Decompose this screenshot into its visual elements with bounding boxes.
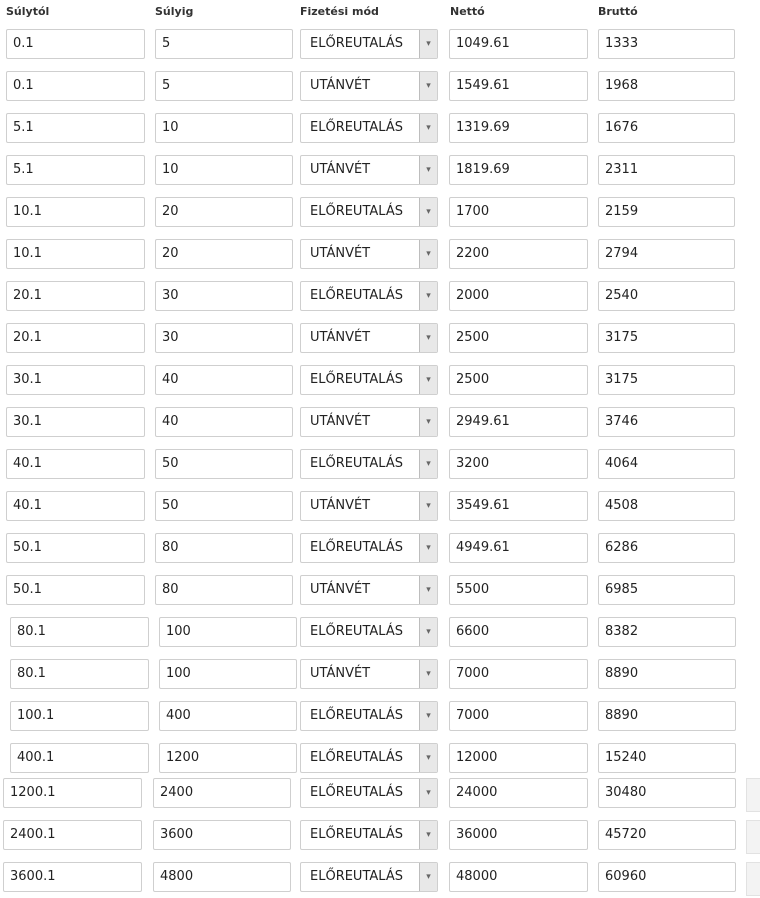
chevron-down-icon[interactable]: ▾ (419, 702, 437, 730)
table-row (0, 743, 760, 779)
weight-from-input[interactable] (6, 323, 145, 353)
weight-to-input-value: 1200 (166, 750, 200, 765)
weight-to-input-value: 5 (162, 78, 171, 93)
weight-from-input-value: 5.1 (13, 120, 34, 135)
payment-method-select[interactable] (300, 491, 438, 521)
weight-from-input-value: 80.1 (17, 624, 46, 639)
weight-from-input[interactable] (6, 113, 145, 143)
weight-to-input[interactable] (153, 820, 291, 850)
weight-to-input-value: 40 (162, 414, 179, 429)
weight-from-input-value: 3600.1 (10, 869, 56, 884)
weight-from-input[interactable] (6, 71, 145, 101)
net-price-input[interactable] (449, 155, 588, 185)
weight-to-input[interactable] (159, 617, 297, 647)
gross-price-input[interactable] (598, 575, 735, 605)
weight-from-input[interactable] (10, 617, 149, 647)
chevron-down-icon[interactable]: ▾ (419, 779, 437, 807)
header-weight-to: Súlyig (155, 5, 194, 18)
chevron-down-icon[interactable]: ▾ (419, 366, 437, 394)
chevron-down-icon[interactable]: ▾ (419, 240, 437, 268)
weight-from-input[interactable] (6, 449, 145, 479)
payment-method-select-value: ELŐREUTALÁS (310, 785, 403, 800)
row-action-button[interactable] (746, 862, 760, 896)
gross-price-input-value: 6985 (605, 582, 639, 597)
payment-method-select-value: UTÁNVÉT (310, 246, 371, 261)
weight-from-input-value: 10.1 (13, 204, 42, 219)
gross-price-input[interactable] (598, 407, 735, 437)
net-price-input-value: 1049.61 (456, 36, 510, 51)
gross-price-input-value: 8890 (605, 666, 639, 681)
weight-to-input[interactable] (155, 533, 293, 563)
payment-method-select[interactable] (300, 197, 438, 227)
net-price-input-value: 1549.61 (456, 78, 510, 93)
weight-to-input[interactable] (155, 29, 293, 59)
gross-price-input[interactable] (598, 491, 735, 521)
payment-method-select-value: UTÁNVÉT (310, 582, 371, 597)
weight-to-input[interactable] (155, 575, 293, 605)
row-action-button[interactable] (746, 778, 760, 812)
row-action-button[interactable] (746, 820, 760, 854)
chevron-down-icon[interactable]: ▾ (419, 72, 437, 100)
weight-from-input[interactable] (6, 155, 145, 185)
payment-method-select[interactable] (300, 743, 438, 773)
gross-price-input[interactable] (598, 533, 735, 563)
weight-to-input[interactable] (155, 407, 293, 437)
weight-to-input[interactable] (155, 239, 293, 269)
table-row (0, 365, 760, 401)
net-price-input-value: 1819.69 (456, 162, 510, 177)
payment-method-select[interactable] (300, 239, 438, 269)
table-row (0, 862, 760, 898)
weight-to-input[interactable] (155, 323, 293, 353)
payment-method-select[interactable] (300, 575, 438, 605)
payment-method-select[interactable] (300, 407, 438, 437)
weight-from-input[interactable] (6, 575, 145, 605)
weight-to-input-value: 30 (162, 330, 179, 345)
weight-to-input[interactable] (153, 778, 291, 808)
weight-from-input-value: 1200.1 (10, 785, 56, 800)
gross-price-input-value: 2540 (605, 288, 639, 303)
gross-price-input-value: 15240 (605, 750, 647, 765)
gross-price-input-value: 2794 (605, 246, 639, 261)
net-price-input-value: 2200 (456, 246, 490, 261)
table-row (0, 701, 760, 737)
chevron-down-icon[interactable]: ▾ (419, 744, 437, 772)
net-price-input[interactable] (449, 491, 588, 521)
chevron-down-icon[interactable]: ▾ (419, 114, 437, 142)
table-row (0, 29, 760, 65)
gross-price-input[interactable] (598, 617, 736, 647)
gross-price-input-value: 6286 (605, 540, 639, 555)
weight-to-input[interactable] (155, 71, 293, 101)
weight-from-input-value: 2400.1 (10, 827, 56, 842)
chevron-down-icon[interactable]: ▾ (419, 492, 437, 520)
net-price-input-value: 36000 (456, 827, 498, 842)
net-price-input[interactable] (449, 820, 588, 850)
weight-from-input-value: 50.1 (13, 540, 42, 555)
payment-method-select-value: ELŐREUTALÁS (310, 36, 403, 51)
chevron-down-icon[interactable]: ▾ (419, 450, 437, 478)
gross-price-input-value: 4064 (605, 456, 639, 471)
payment-method-select-value: ELŐREUTALÁS (310, 456, 403, 471)
net-price-input-value: 2500 (456, 372, 490, 387)
payment-method-select[interactable] (300, 365, 438, 395)
payment-method-select-value: ELŐREUTALÁS (310, 708, 403, 723)
weight-from-input-value: 400.1 (17, 750, 55, 765)
gross-price-input[interactable] (598, 449, 735, 479)
payment-method-select-value: ELŐREUTALÁS (310, 372, 403, 387)
weight-to-input-value: 40 (162, 372, 179, 387)
weight-from-input[interactable] (6, 281, 145, 311)
gross-price-input-value: 4508 (605, 498, 639, 513)
net-price-input-value: 5500 (456, 582, 490, 597)
chevron-down-icon[interactable]: ▾ (419, 618, 437, 646)
weight-from-input[interactable] (6, 365, 145, 395)
weight-to-input[interactable] (155, 155, 293, 185)
weight-to-input-value: 5 (162, 36, 171, 51)
gross-price-input-value: 2159 (605, 204, 639, 219)
weight-to-input-value: 80 (162, 582, 179, 597)
payment-method-select[interactable] (300, 281, 438, 311)
gross-price-input-value: 1333 (605, 36, 639, 51)
gross-price-input[interactable] (598, 659, 736, 689)
weight-to-input-value: 100 (166, 624, 191, 639)
payment-method-select-value: UTÁNVÉT (310, 498, 371, 513)
header-net: Nettó (450, 5, 485, 18)
net-price-input-value: 4949.61 (456, 540, 510, 555)
gross-price-input-value: 3175 (605, 372, 639, 387)
net-price-input[interactable] (449, 239, 588, 269)
net-price-input[interactable] (449, 113, 588, 143)
gross-price-input-value: 60960 (605, 869, 647, 884)
weight-from-input-value: 100.1 (17, 708, 55, 723)
payment-method-select[interactable] (300, 155, 438, 185)
weight-to-input-value: 4800 (160, 869, 194, 884)
weight-from-input-value: 40.1 (13, 456, 42, 471)
weight-from-input-value: 10.1 (13, 246, 42, 261)
table-row (0, 239, 760, 275)
weight-to-input-value: 30 (162, 288, 179, 303)
weight-to-input[interactable] (159, 659, 297, 689)
net-price-input-value: 2500 (456, 330, 490, 345)
gross-price-input[interactable] (598, 701, 736, 731)
net-price-input[interactable] (449, 659, 588, 689)
chevron-down-icon[interactable]: ▾ (419, 156, 437, 184)
weight-to-input[interactable] (155, 365, 293, 395)
chevron-down-icon[interactable]: ▾ (419, 534, 437, 562)
weight-to-input[interactable] (155, 449, 293, 479)
payment-method-select-value: ELŐREUTALÁS (310, 120, 403, 135)
weight-to-input-value: 50 (162, 498, 179, 513)
payment-method-select-value: UTÁNVÉT (310, 78, 371, 93)
gross-price-input[interactable] (598, 743, 736, 773)
chevron-down-icon[interactable]: ▾ (419, 324, 437, 352)
payment-method-select-value: ELŐREUTALÁS (310, 624, 403, 639)
weight-from-input[interactable] (10, 701, 149, 731)
weight-from-input[interactable] (6, 533, 145, 563)
payment-method-select-value: ELŐREUTALÁS (310, 540, 403, 555)
gross-price-input-value: 3175 (605, 330, 639, 345)
chevron-down-icon[interactable]: ▾ (419, 408, 437, 436)
net-price-input[interactable] (449, 365, 588, 395)
payment-method-select[interactable] (300, 659, 438, 689)
net-price-input[interactable] (449, 743, 588, 773)
net-price-input[interactable] (449, 281, 588, 311)
net-price-input[interactable] (449, 617, 588, 647)
net-price-input-value: 1319.69 (456, 120, 510, 135)
weight-to-input-value: 20 (162, 246, 179, 261)
chevron-down-icon[interactable]: ▾ (419, 198, 437, 226)
table-row (0, 533, 760, 569)
weight-from-input[interactable] (10, 659, 149, 689)
weight-to-input[interactable] (155, 281, 293, 311)
table-row (0, 778, 760, 814)
net-price-input-value: 3200 (456, 456, 490, 471)
payment-method-select[interactable] (300, 533, 438, 563)
net-price-input-value: 2949.61 (456, 414, 510, 429)
weight-to-input-value: 10 (162, 162, 179, 177)
payment-method-select[interactable] (300, 820, 438, 850)
gross-price-input-value: 1676 (605, 120, 639, 135)
chevron-down-icon[interactable]: ▾ (419, 282, 437, 310)
net-price-input-value: 12000 (456, 750, 498, 765)
gross-price-input-value: 30480 (605, 785, 647, 800)
payment-method-select[interactable] (300, 701, 438, 731)
weight-from-input-value: 0.1 (13, 36, 34, 51)
weight-from-input-value: 80.1 (17, 666, 46, 681)
weight-from-input[interactable] (3, 778, 142, 808)
weight-from-input[interactable] (6, 197, 145, 227)
weight-to-input[interactable] (153, 862, 291, 892)
payment-method-select-value: UTÁNVÉT (310, 666, 371, 681)
gross-price-input[interactable] (598, 113, 735, 143)
weight-to-input-value: 2400 (160, 785, 194, 800)
gross-price-input[interactable] (598, 155, 735, 185)
table-row (0, 407, 760, 443)
gross-price-input[interactable] (598, 778, 736, 808)
gross-price-input[interactable] (598, 862, 736, 892)
gross-price-input[interactable] (598, 29, 735, 59)
weight-to-input-value: 10 (162, 120, 179, 135)
chevron-down-icon[interactable]: ▾ (419, 821, 437, 849)
net-price-input-value: 3549.61 (456, 498, 510, 513)
header-payment-method: Fizetési mód (300, 5, 379, 18)
net-price-input[interactable] (449, 449, 588, 479)
weight-from-input-value: 0.1 (13, 78, 34, 93)
net-price-input-value: 1700 (456, 204, 490, 219)
header-gross: Bruttó (598, 5, 638, 18)
weight-to-input-value: 400 (166, 708, 191, 723)
gross-price-input[interactable] (598, 323, 735, 353)
weight-from-input-value: 20.1 (13, 288, 42, 303)
net-price-input[interactable] (449, 778, 588, 808)
payment-method-select[interactable] (300, 617, 438, 647)
table-row (0, 155, 760, 191)
net-price-input[interactable] (449, 29, 588, 59)
gross-price-input-value: 1968 (605, 78, 639, 93)
header-weight-from: Súlytól (6, 5, 50, 18)
gross-price-input-value: 8382 (605, 624, 639, 639)
chevron-down-icon[interactable]: ▾ (419, 576, 437, 604)
weight-from-input[interactable] (6, 491, 145, 521)
gross-price-input[interactable] (598, 365, 735, 395)
table-row (0, 323, 760, 359)
payment-method-select[interactable] (300, 71, 438, 101)
net-price-input-value: 48000 (456, 869, 498, 884)
gross-price-input[interactable] (598, 197, 735, 227)
payment-method-select-value: UTÁNVÉT (310, 330, 371, 345)
table-row (0, 491, 760, 527)
gross-price-input[interactable] (598, 820, 736, 850)
payment-method-select[interactable] (300, 323, 438, 353)
gross-price-input-value: 45720 (605, 827, 647, 842)
gross-price-input-value: 3746 (605, 414, 639, 429)
net-price-input[interactable] (449, 71, 588, 101)
weight-from-input[interactable] (3, 862, 142, 892)
weight-to-input[interactable] (155, 491, 293, 521)
table-row (0, 197, 760, 233)
net-price-input[interactable] (449, 533, 588, 563)
gross-price-input-value: 8890 (605, 708, 639, 723)
net-price-input-value: 6600 (456, 624, 490, 639)
payment-method-select[interactable] (300, 778, 438, 808)
weight-to-input[interactable] (159, 743, 297, 773)
payment-method-select-value: UTÁNVÉT (310, 414, 371, 429)
table-row (0, 71, 760, 107)
payment-method-select-value: ELŐREUTALÁS (310, 204, 403, 219)
weight-from-input-value: 20.1 (13, 330, 42, 345)
chevron-down-icon[interactable]: ▾ (419, 863, 437, 891)
net-price-input[interactable] (449, 862, 588, 892)
weight-from-input-value: 40.1 (13, 498, 42, 513)
table-row (0, 659, 760, 695)
payment-method-select-value: ELŐREUTALÁS (310, 869, 403, 884)
payment-method-select[interactable] (300, 29, 438, 59)
table-row (0, 820, 760, 856)
net-price-input-value: 24000 (456, 785, 498, 800)
weight-to-input-value: 100 (166, 666, 191, 681)
payment-method-select[interactable] (300, 449, 438, 479)
weight-from-input[interactable] (6, 29, 145, 59)
weight-from-input[interactable] (3, 820, 142, 850)
weight-to-input[interactable] (155, 113, 293, 143)
gross-price-input-value: 2311 (605, 162, 639, 177)
weight-to-input[interactable] (155, 197, 293, 227)
payment-method-select[interactable] (300, 862, 438, 892)
weight-from-input-value: 30.1 (13, 414, 42, 429)
weight-to-input-value: 3600 (160, 827, 194, 842)
net-price-input[interactable] (449, 197, 588, 227)
weight-from-input[interactable] (6, 407, 145, 437)
weight-from-input[interactable] (6, 239, 145, 269)
table-row (0, 575, 760, 611)
net-price-input[interactable] (449, 323, 588, 353)
chevron-down-icon[interactable]: ▾ (419, 660, 437, 688)
weight-to-input-value: 50 (162, 456, 179, 471)
net-price-input-value: 2000 (456, 288, 490, 303)
weight-from-input-value: 30.1 (13, 372, 42, 387)
weight-from-input[interactable] (10, 743, 149, 773)
weight-from-input-value: 5.1 (13, 162, 34, 177)
payment-method-select-value: UTÁNVÉT (310, 162, 371, 177)
payment-method-select-value: ELŐREUTALÁS (310, 288, 403, 303)
weight-to-input-value: 80 (162, 540, 179, 555)
table-row (0, 113, 760, 149)
net-price-input[interactable] (449, 575, 588, 605)
weight-to-input-value: 20 (162, 204, 179, 219)
weight-to-input[interactable] (159, 701, 297, 731)
table-row (0, 449, 760, 485)
payment-method-select-value: ELŐREUTALÁS (310, 750, 403, 765)
gross-price-input[interactable] (598, 239, 735, 269)
payment-method-select[interactable] (300, 113, 438, 143)
net-price-input[interactable] (449, 701, 588, 731)
net-price-input-value: 7000 (456, 708, 490, 723)
table-row (0, 281, 760, 317)
weight-from-input-value: 50.1 (13, 582, 42, 597)
chevron-down-icon[interactable]: ▾ (419, 30, 437, 58)
gross-price-input[interactable] (598, 281, 735, 311)
gross-price-input[interactable] (598, 71, 735, 101)
table-row (0, 617, 760, 653)
net-price-input[interactable] (449, 407, 588, 437)
payment-method-select-value: ELŐREUTALÁS (310, 827, 403, 842)
net-price-input-value: 7000 (456, 666, 490, 681)
